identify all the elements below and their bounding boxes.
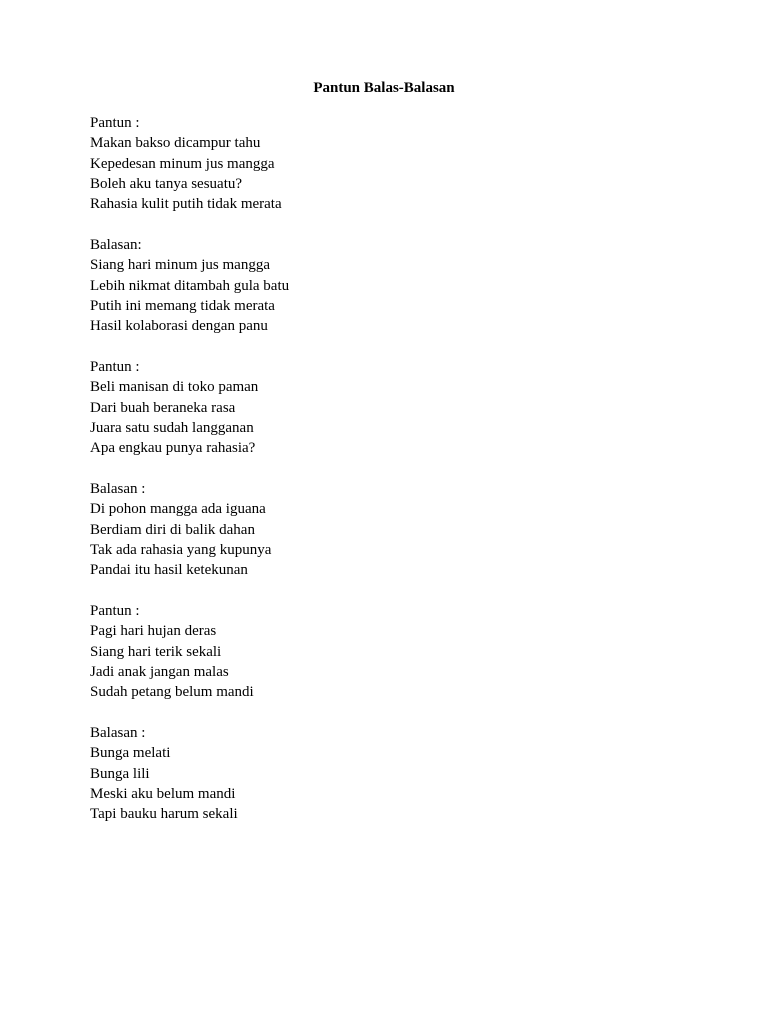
verse-line: Pagi hari hujan deras bbox=[90, 623, 217, 640]
verse-line: Sudah petang belum mandi bbox=[90, 684, 254, 701]
pantun-block-3 bbox=[90, 601, 690, 702]
balasan-block-1 bbox=[90, 235, 690, 336]
verse-line: Makan bakso dicampur tahu bbox=[90, 135, 261, 152]
balasan-block-3 bbox=[90, 723, 690, 824]
balasan-block-2 bbox=[90, 479, 690, 580]
verse-line: Jadi anak jangan malas bbox=[90, 663, 229, 680]
verse-line: Lebih nikmat ditambah gula batu bbox=[90, 277, 290, 294]
verse-line: Siang hari minum jus mangga bbox=[90, 257, 270, 274]
block-heading: Balasan: bbox=[90, 236, 142, 253]
block-heading: Pantun : bbox=[90, 358, 140, 375]
verse-line: Bunga lili bbox=[90, 765, 150, 782]
pantun-block-1 bbox=[90, 113, 690, 214]
verse-line: Juara satu sudah langganan bbox=[90, 419, 254, 436]
verse-line: Boleh aku tanya sesuatu? bbox=[90, 175, 243, 192]
verse-line: Tapi bauku harum sekali bbox=[90, 806, 238, 823]
document-title: Pantun Balas-Balasan bbox=[313, 80, 455, 96]
verse-line: Dari buah beraneka rasa bbox=[90, 399, 236, 416]
verse-line: Tak ada rahasia yang kupunya bbox=[90, 541, 272, 558]
verse-line: Apa engkau punya rahasia? bbox=[90, 440, 256, 457]
verse-line: Hasil kolaborasi dengan panu bbox=[90, 318, 268, 335]
document-body bbox=[90, 113, 690, 845]
verse-line: Putih ini memang tidak merata bbox=[90, 297, 275, 314]
verse-line: Pandai itu hasil ketekunan bbox=[90, 562, 248, 579]
block-heading: Pantun : bbox=[90, 115, 140, 131]
block-heading: Pantun : bbox=[90, 602, 140, 619]
verse-line: Berdiam diri di balik dahan bbox=[90, 521, 255, 538]
block-heading: Balasan : bbox=[90, 480, 146, 497]
verse-line: Di pohon mangga ada iguana bbox=[90, 501, 266, 518]
block-heading: Balasan : bbox=[90, 724, 146, 741]
verse-line: Meski aku belum mandi bbox=[90, 785, 236, 802]
verse-line: Beli manisan di toko paman bbox=[90, 379, 259, 396]
verse-line: Siang hari terik sekali bbox=[90, 643, 222, 660]
verse-line: Kepedesan minum jus mangga bbox=[90, 155, 275, 172]
verse-line: Bunga melati bbox=[90, 745, 171, 762]
verse-line: Rahasia kulit putih tidak merata bbox=[90, 196, 282, 213]
pantun-block-2 bbox=[90, 357, 690, 458]
